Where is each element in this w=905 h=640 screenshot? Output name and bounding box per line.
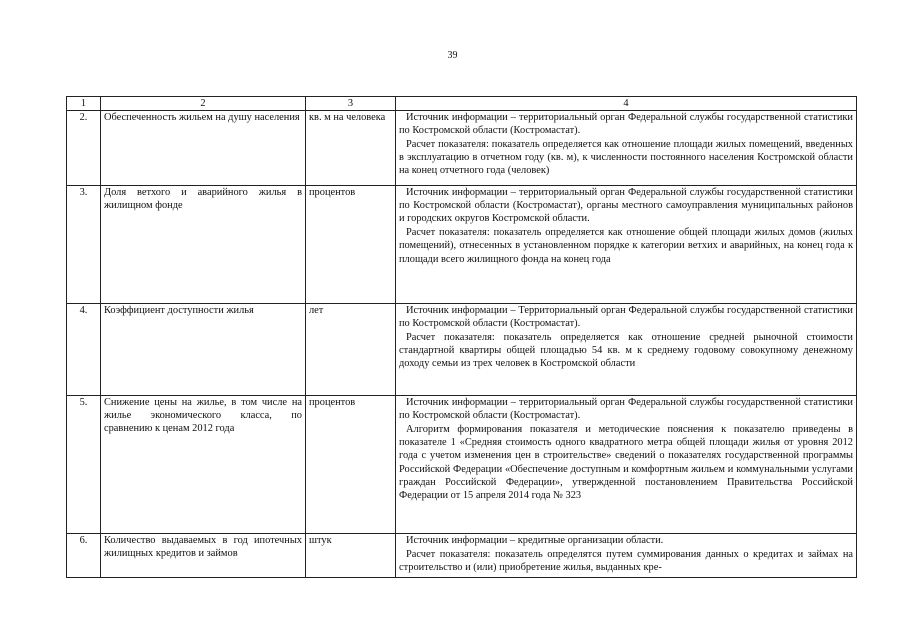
page-number: 39 (447, 50, 458, 61)
row-number: 6. (67, 534, 101, 578)
table-row (67, 186, 857, 304)
column-header: 3 (306, 97, 396, 111)
indicator-text: Коэффициент доступности жилья (104, 305, 254, 317)
unit-of-measure: лет (306, 304, 396, 396)
method-paragraph: Расчет показателя: показатель определяется как отношение общей площади жилых домов (жилых помещений), отнесенных в установленном порядке к категории ветхих и аварийных, на конец года к площади всего жилищного фонда на конец года (399, 227, 853, 265)
method-paragraph: Источник информации – территориальный орган Федеральной службы государственной статистики по Костромской области (Костромастат). (399, 397, 853, 422)
method-paragraph: Расчет показателя: показатель определяется как отношение площади жилых помещений, введенных в эксплуатацию в отчетном году (кв. м), к численности постоянного населения Костромской области на конец отчетного года (человек) (399, 139, 853, 177)
method-paragraph: Расчет показателя: показатель определяется как отношение средней рыночной стоимости стандартной квартиры общей площадью 54 кв. м к среднему годовому совокупному денежному доходу семьи из трех человек в Костромской области (399, 332, 853, 370)
method-description (396, 111, 857, 186)
row-number: 2. (67, 111, 101, 186)
indicator-name (101, 186, 306, 304)
indicator-text: Снижение цены на жилье, в том числе на жилье экономического класса, по сравнению к ценам 2012 года (104, 397, 302, 435)
method-paragraph: Источник информации – территориальный орган Федеральной службы государственной статистики по Костромской области (Костромастат). (399, 112, 853, 137)
method-paragraph: Источник информации – Территориальный орган Федеральной службы государственной статистики по Костромской области (Костромастат). (399, 305, 853, 330)
method-description (396, 396, 857, 534)
table-header-row (67, 97, 857, 111)
method-description (396, 186, 857, 304)
table-row (67, 304, 857, 396)
column-header: 2 (101, 97, 306, 111)
method-description (396, 534, 857, 578)
unit-of-measure: процентов (306, 396, 396, 534)
indicator-text: Обеспеченность жильем на душу населения (104, 112, 300, 124)
method-paragraph: Источник информации – территориальный орган Федеральной службы государственной статистики по Костромской области (Костромастат), органы местного самоуправления муниципальных районов и городских округов Костромской области. (399, 187, 853, 225)
method-description (396, 304, 857, 396)
unit-of-measure: процентов (306, 186, 396, 304)
indicator-name (101, 111, 306, 186)
indicators-table (66, 96, 857, 578)
table-row (67, 534, 857, 578)
table-row (67, 111, 857, 186)
indicator-name (101, 304, 306, 396)
indicator-name (101, 534, 306, 578)
unit-of-measure: штук (306, 534, 396, 578)
method-paragraph: Источник информации – кредитные организации области. (406, 535, 664, 547)
row-number: 4. (67, 304, 101, 396)
indicator-text: Доля ветхого и аварийного жилья в жилищном фонде (104, 187, 302, 212)
column-header: 4 (396, 97, 857, 111)
indicator-text: Количество выдаваемых в год ипотечных жилищных кредитов и займов (104, 535, 302, 560)
row-number: 3. (67, 186, 101, 304)
row-number: 5. (67, 396, 101, 534)
unit-of-measure: кв. м на человека (306, 111, 396, 186)
indicator-name (101, 396, 306, 534)
method-paragraph: Расчет показателя: показатель определятся путем суммирования данных о кредитах и займах на строительство и (или) приобретение жилья, выданных кре- (399, 549, 853, 574)
column-header: 1 (67, 97, 101, 111)
method-paragraph: Алгоритм формирования показателя и методические пояснения к показателю приведены в показателе 1 «Средняя стоимость одного квадратного метра общей площади жилья от уровня 2012 года с учетом изменения цен в строительстве» сведений о показателях государственной программы Российской Федерации «Обеспечение доступным и комфортным жильем и коммунальными услугами граждан Российской Федерации», утвержденной постановлением Правительства Российской Федерации от 15 апреля 2014 года № 323 (399, 424, 853, 501)
table-row (67, 396, 857, 534)
